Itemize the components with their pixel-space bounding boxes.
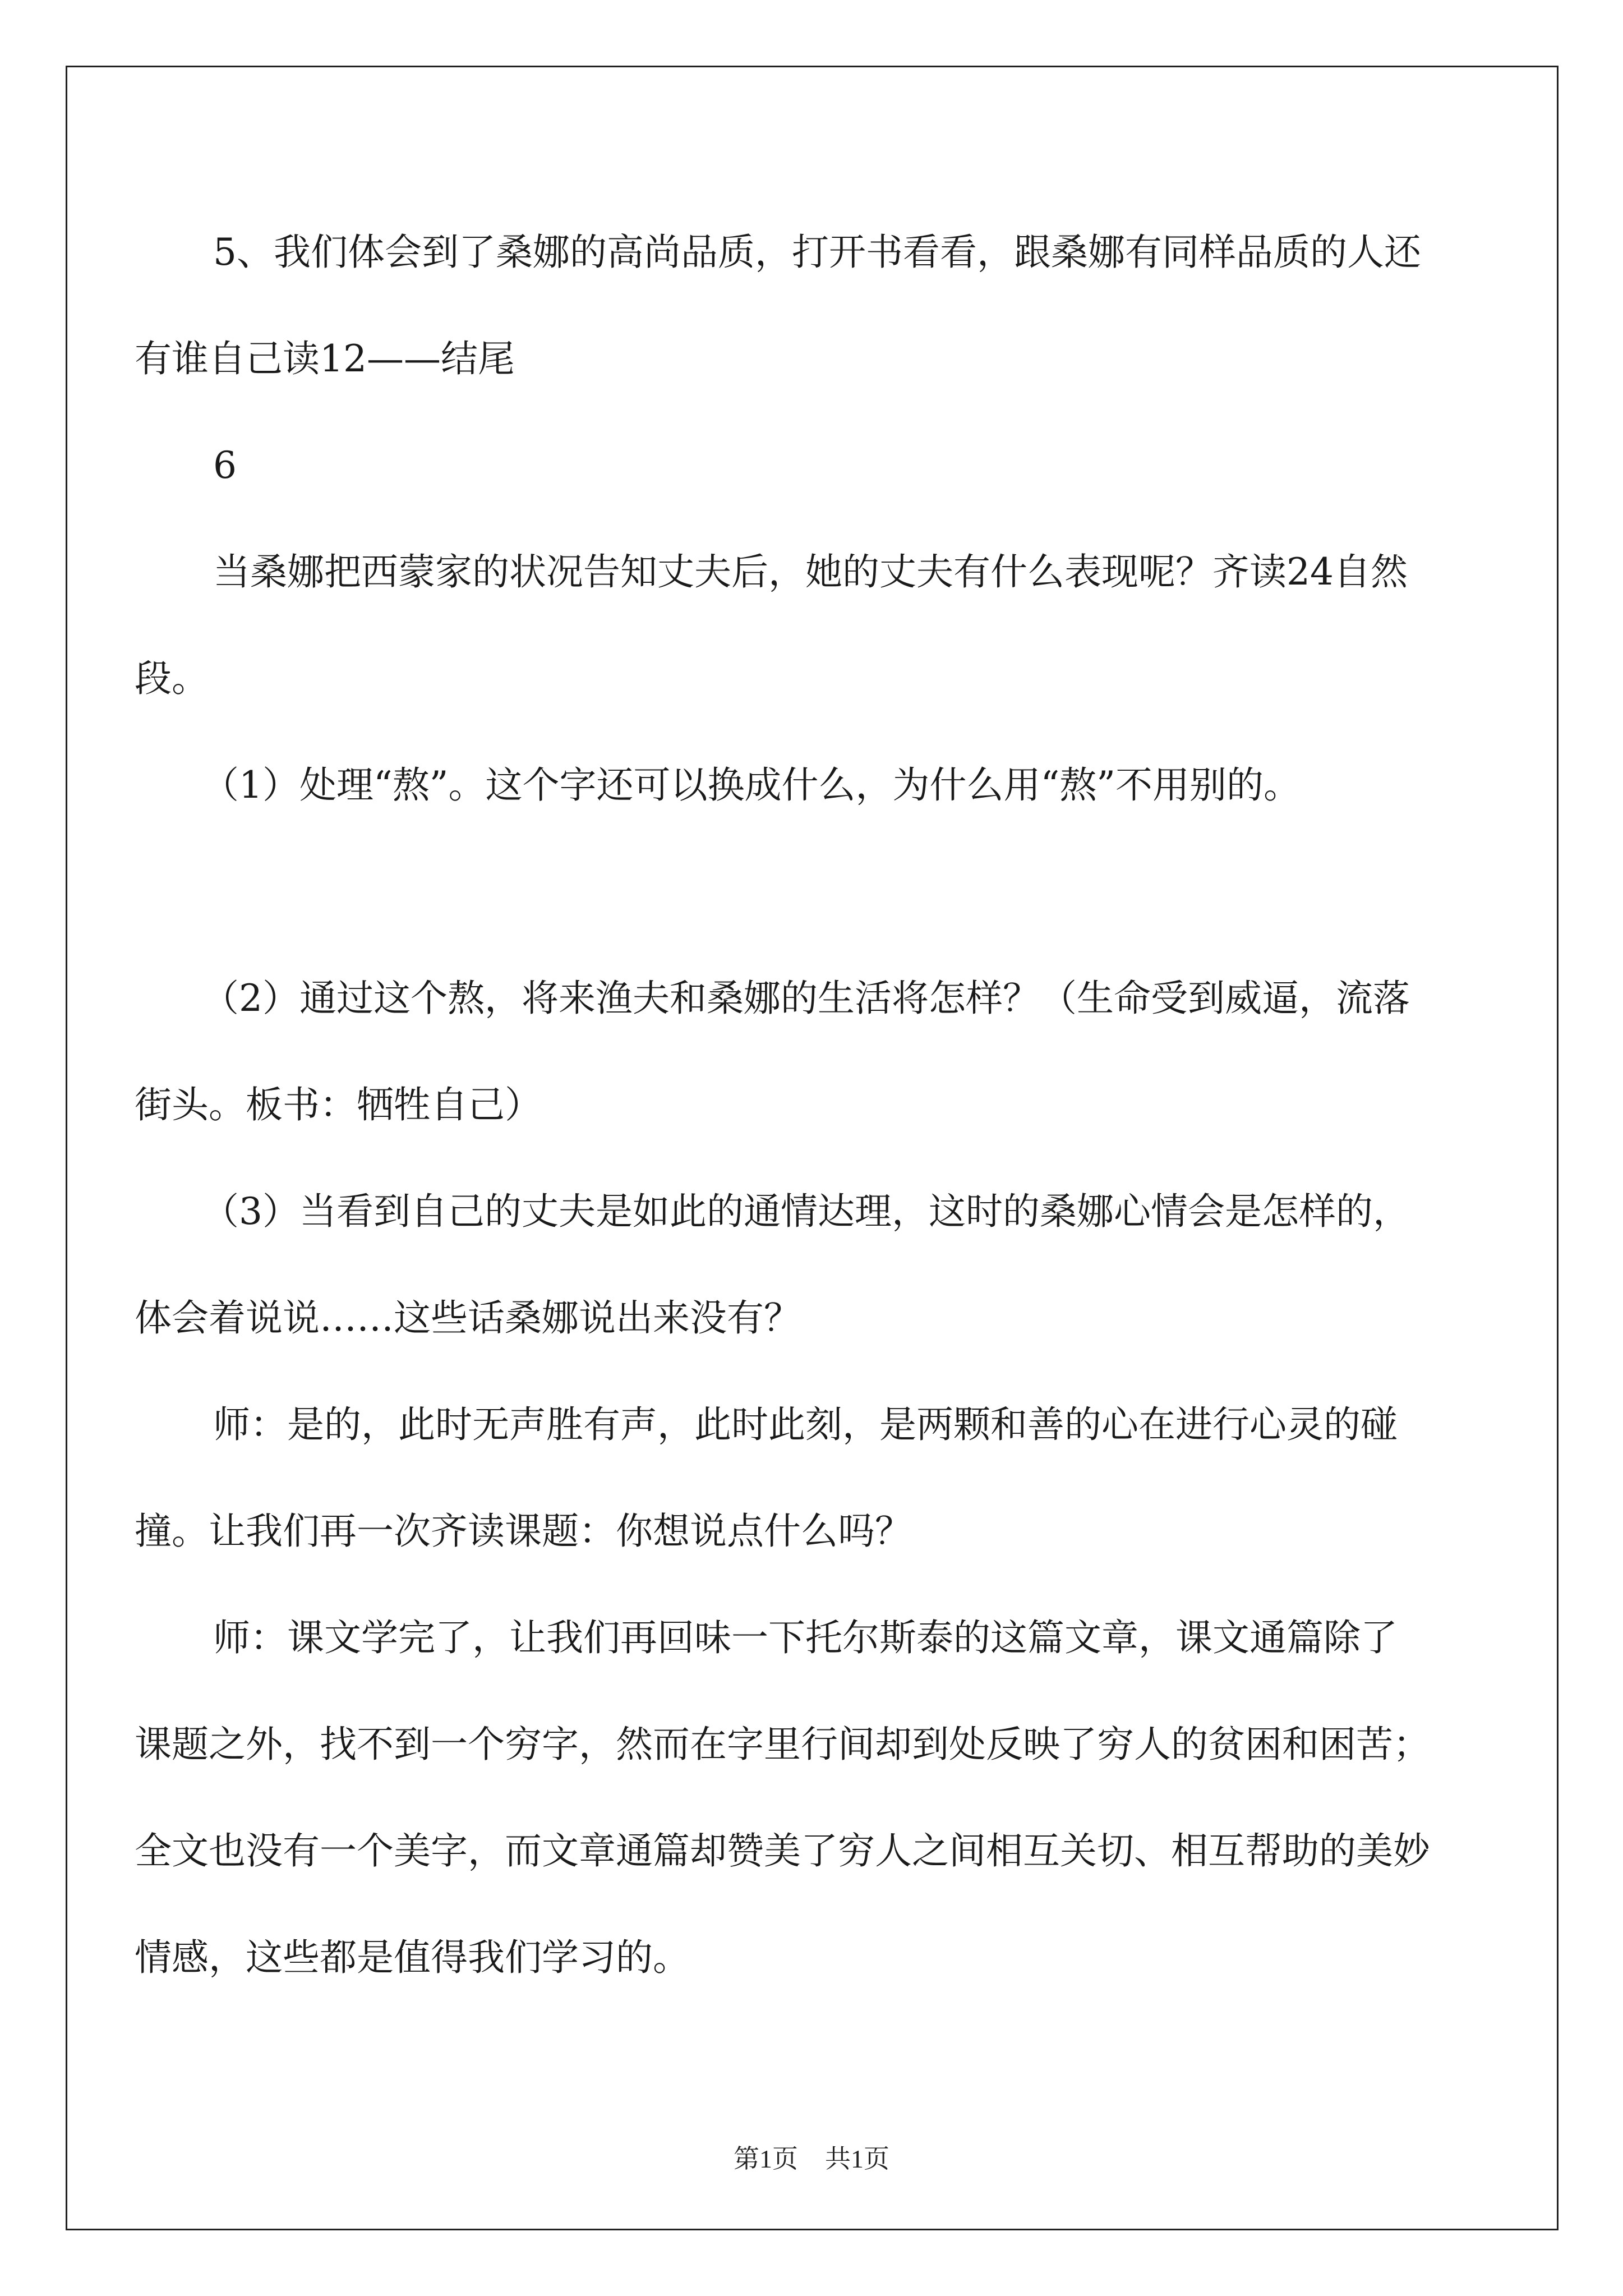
page-footer	[0, 2138, 1623, 2175]
paragraph-teacher-2: 师：课文学完了，让我们再回味一下托尔斯泰的这篇文章，课文通篇除了课题之外，找不到一个穷字，然而在字里行间却到处反映了穷人的贫困和困苦；全文也没有一个美字，而文章通篇却赞美了穷人之间相互关切、相互帮助的美妙情感，这些都是值得我们学习的。	[135, 1616, 1430, 1979]
paragraph-item-3: （3）当看到自己的丈夫是如此的通情达理，这时的桑娜心情会是怎样的，体会着说说……这些话桑娜说出来没有？	[135, 1190, 1410, 1340]
paragraph-item-1: （1）处理“熬”。这个字还可以换成什么，为什么用“熬”不用别的。	[202, 763, 1301, 807]
page-total: 共1页	[825, 2145, 889, 2173]
paragraph-item-2: （2）通过这个熬，将来渔夫和桑娜的生活将怎样？（生命受到威逼，流落街头。板书：牺牲自己）	[135, 977, 1410, 1126]
paragraph-6-heading: 6	[213, 444, 237, 487]
paragraph-5: 5、我们体会到了桑娜的高尚品质，打开书看看，跟桑娜有同样品质的人还有谁自己读12——结尾	[135, 231, 1421, 380]
page-number: 第1页	[734, 2145, 798, 2173]
paragraph-wife-tells-husband: 当桑娜把西蒙家的状况告知丈夫后，她的丈夫有什么表现呢？齐读24自然段。	[135, 550, 1408, 700]
paragraph-teacher-1: 师：是的，此时无声胜有声，此时此刻，是两颗和善的心在进行心灵的碰撞。让我们再一次齐读课题：你想说点什么吗？	[135, 1403, 1398, 1553]
